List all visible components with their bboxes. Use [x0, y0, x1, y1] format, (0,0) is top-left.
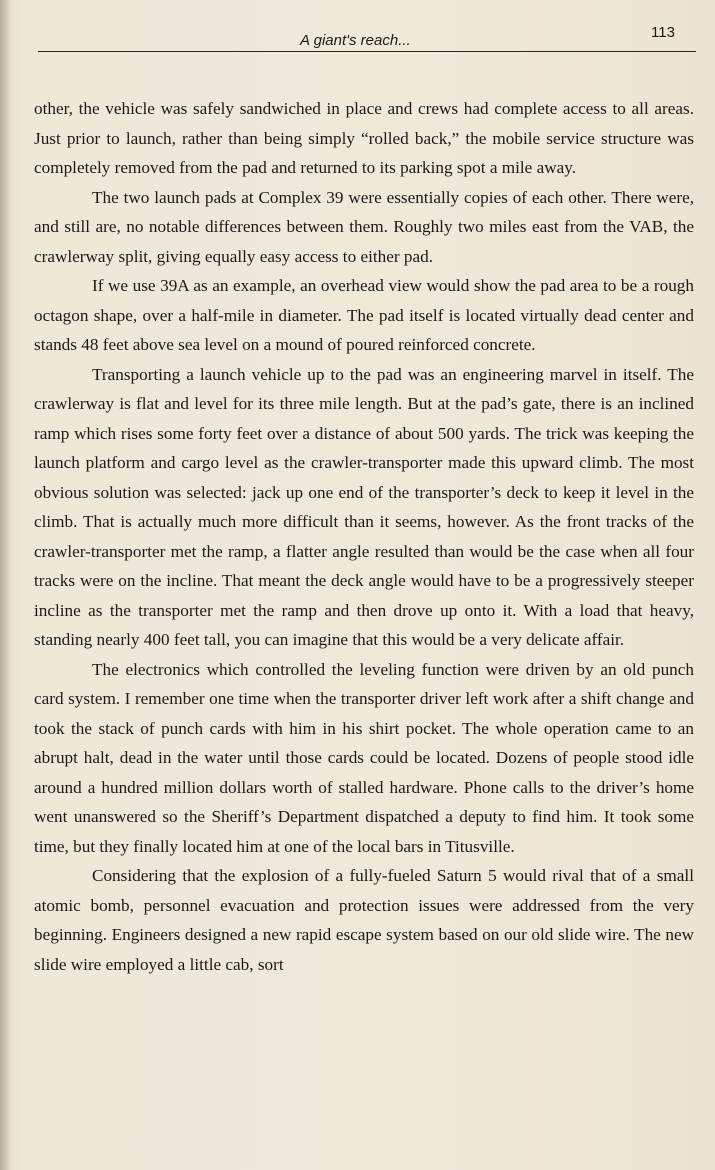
binding-gutter-shadow — [0, 0, 12, 1170]
paragraph-continued: other, the vehicle was safely sandwiched in place and crews had complete access to all areas. Just prior to launch, rather than being simply “rolled back,” the mobile service structure was completely removed from the pad and returned to its parking spot a mile away. — [34, 99, 694, 177]
header-rule — [38, 51, 696, 52]
paragraph-punch-cards: The electronics which controlled the leveling function were driven by an old punch card system. I remember one time when the transporter driver left work after a shift change and took the stack of punch cards with him in his shirt pocket. The whole operation came to an abrupt halt, dead in the water until those cards could be located. Dozens of people stood idle around a hundred million dollars worth of stalled hardware. Phone calls to the driver’s home went unanswered so the Sheriff’s Department dispatched a deputy to find him. It took some time, but they finally located him at one of the local bars in Titusville. — [34, 659, 694, 856]
paragraph-evacuation: Considering that the explosion of a fully-fueled Saturn 5 would rival that of a small atomic bomb, personnel evacuation and protection issues were addressed from the very beginning. Engineers designed a new rapid escape system based on our old slide wire. The new slide wire employed a little cab, sort — [34, 866, 694, 974]
paragraph-pad-39a: If we use 39A as an example, an overhead view would show the pad area to be a rough octagon shape, over a half-mile in diameter. The pad itself is located virtually dead center and stands 48 feet above sea level on a mound of poured reinforced concrete. — [34, 276, 694, 354]
paragraph-launch-pads: The two launch pads at Complex 39 were essentially copies of each other. There were, and still are, no notable differences between them. Roughly two miles east from the VAB, the crawlerway split, giving equally easy access to either pad. — [34, 187, 694, 266]
page-number: 113 — [651, 24, 675, 41]
paragraph-transporting: Transporting a launch vehicle up to the pad was an engineering marvel in itself. The crawlerway is flat and level for its three mile length. But at the pad’s gate, there is an inclined ramp which rises some forty feet over a distance of about 500 yards. The trick was keeping the launch platform and cargo level as the crawler-transporter made this upward climb. The most obvious solution was selected: jack up one end of the transporter’s deck to keep it level in the climb. That is actually much more difficult than it seems, however. As the front tracks of the crawler-transporter met the ramp, a flatter angle resulted than would be the case when all four tracks were on the incline. That meant the deck angle would have to be a progressively steeper incline as the transporter met the ramp and then drove up onto it. With a load that heavy, standing nearly 400 feet tall, you can imagine that this would be a very delicate affair. — [34, 364, 694, 649]
body-text — [34, 94, 694, 979]
running-header-title: A giant's reach... — [300, 32, 411, 49]
